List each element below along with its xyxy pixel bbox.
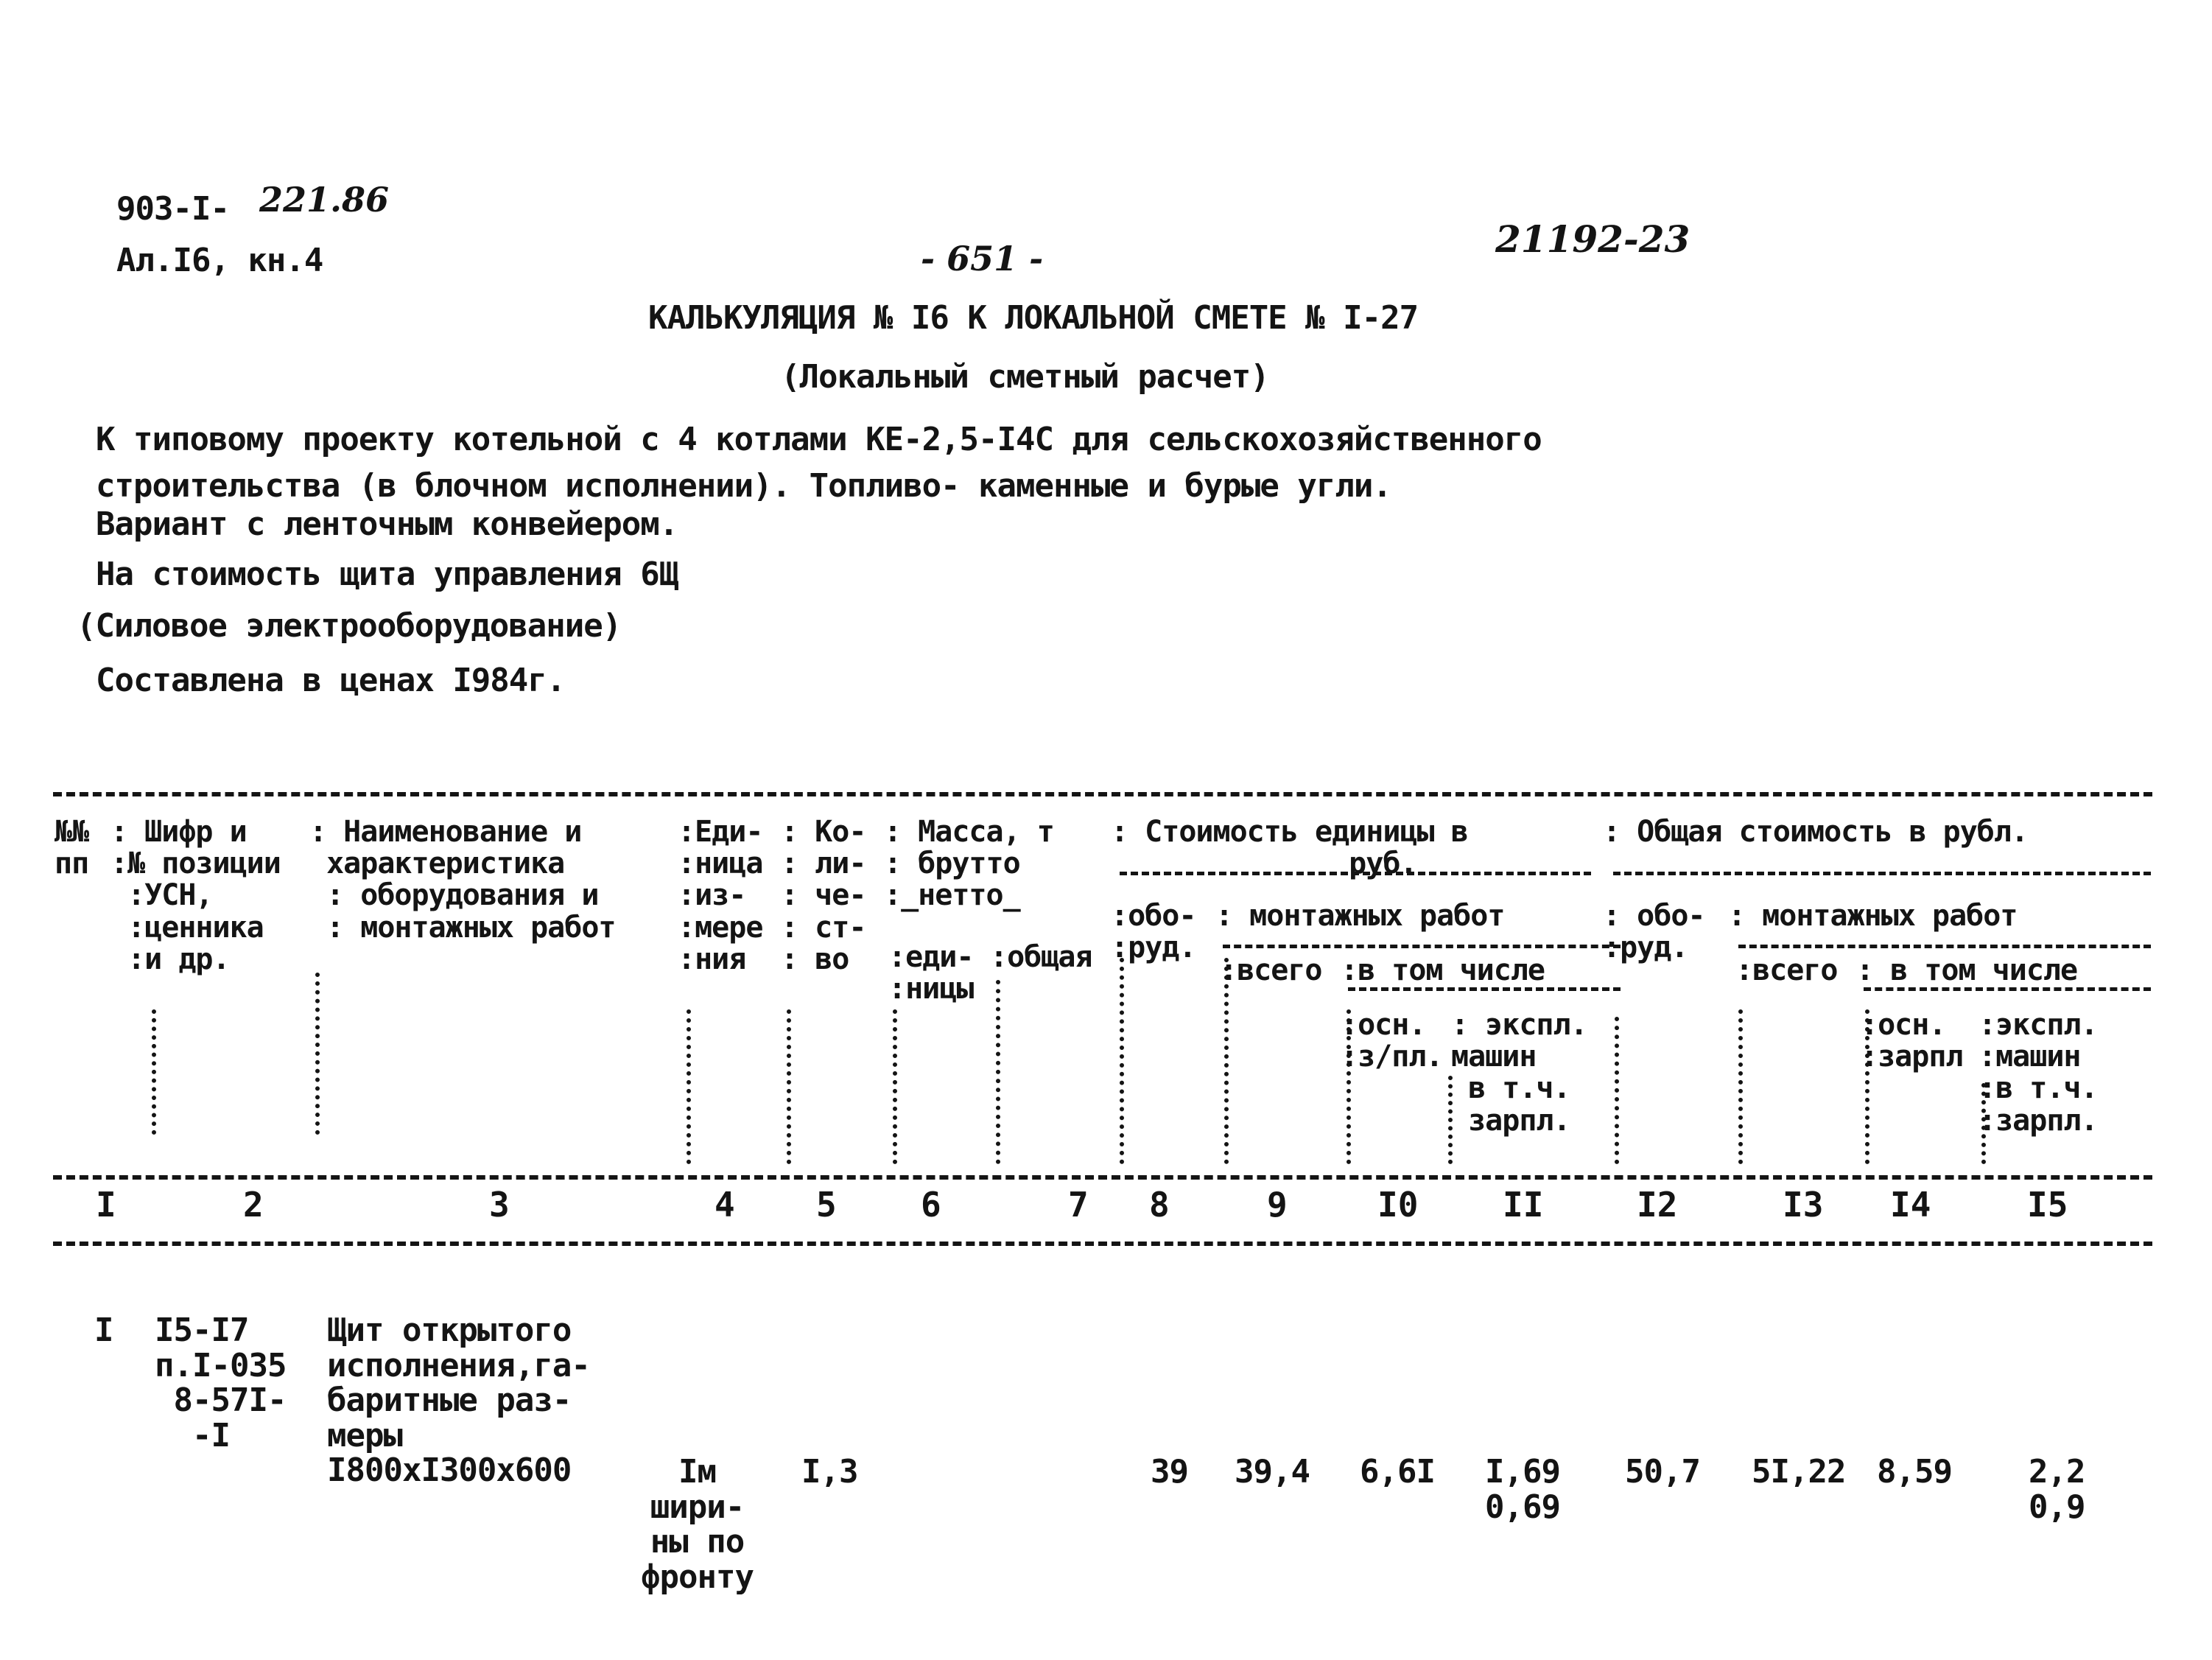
- album-book: Ал.I6, кн.4: [116, 242, 323, 279]
- col-divider: [687, 1009, 691, 1164]
- header-installation: : монтажных работ: [1215, 899, 1505, 933]
- column-number: 7: [1068, 1185, 1089, 1225]
- description-line-4: На стоимость щита управления 6Щ: [96, 556, 678, 593]
- header-mass-unit: :еди- :ницы: [888, 940, 974, 1006]
- row-equipment-unit: 39: [1151, 1453, 1188, 1491]
- description-line-2: строительства (в блочном исполнении). Топливо- каменные и бурые угли.: [96, 467, 1391, 505]
- column-number: 5: [816, 1185, 837, 1225]
- header-equipment: :обо- :руд.: [1111, 899, 1196, 965]
- total-cost-underline: [1613, 872, 2151, 875]
- header-including: :в том числе: [1341, 953, 1545, 987]
- header-installation-2: : монтажных работ: [1728, 899, 2018, 933]
- col-divider: [1224, 958, 1229, 1164]
- description-line-5: (Силовое электрооборудование): [77, 607, 622, 645]
- column-number: I3: [1783, 1185, 1824, 1225]
- incl2-underline: [1864, 987, 2151, 991]
- col-divider: [152, 1009, 156, 1135]
- row-equipment-total: 50,7: [1625, 1453, 1700, 1491]
- header-total-cost: : Общая стоимость в рубл.: [1603, 815, 2029, 849]
- row-number: I: [94, 1311, 113, 1349]
- table-top-border: [53, 792, 2152, 796]
- column-number: 9: [1267, 1185, 1288, 1225]
- column-number: I: [96, 1185, 116, 1225]
- header-equipment-2: : обо- :руд.: [1603, 899, 1705, 965]
- row-code: I5-I7 п.I-035 8-57I- -I: [155, 1311, 287, 1454]
- header-code: : Шифр и :№ позиции :УСН, :ценника :и др.: [110, 815, 281, 976]
- document-code-handwritten: 221.86: [259, 180, 390, 220]
- inventory-number: 21192-23: [1495, 217, 1690, 261]
- row-machines-total: 2,2 0,9: [2029, 1453, 2085, 1526]
- row-salary-unit: 6,6I: [1360, 1453, 1435, 1491]
- column-number: I0: [1377, 1185, 1419, 1225]
- header-base-salary-2: :осн. :зарпл: [1861, 1008, 1963, 1074]
- column-number: I2: [1637, 1185, 1678, 1225]
- col-divider: [996, 980, 1000, 1164]
- incl-underline: [1348, 987, 1621, 991]
- description-line-1: К типовому проекту котельной с 4 котлами КЕ-2,5-I4С для сельскохозяйственного: [96, 421, 1542, 458]
- column-number: 8: [1149, 1185, 1170, 1225]
- col-divider: [315, 973, 320, 1135]
- column-number: 2: [243, 1185, 264, 1225]
- col-divider: [787, 1009, 791, 1164]
- header-including-2: : в том числе: [1856, 953, 2078, 987]
- header-quantity: : Ко- : ли- : че- : ст- : во: [781, 815, 866, 976]
- row-name: Щит открытого исполнения,га- баритные раз- меры I800xI300x600: [327, 1311, 590, 1490]
- column-number: 6: [921, 1185, 941, 1225]
- description-line-3: Вариант с ленточным конвейером.: [96, 505, 678, 543]
- row-install-unit: 39,4: [1235, 1453, 1310, 1491]
- header-mass-total: :общая: [990, 940, 1092, 974]
- row-quantity: I,3: [801, 1453, 858, 1491]
- header-name: : Наименование и характеристика : оборудования и : монтажных работ: [309, 815, 616, 945]
- column-numbers-border: [53, 1242, 2152, 1246]
- header-machines: : экспл. машин в т.ч. зарпл.: [1451, 1008, 1587, 1138]
- calculation-title: КАЛЬКУЛЯЦИЯ № I6 К ЛОКАЛЬНОЙ СМЕТЕ № I-27: [648, 299, 1419, 337]
- header-all-2: :всего: [1735, 953, 1838, 987]
- column-number: I5: [2027, 1185, 2068, 1225]
- col-divider: [893, 1009, 897, 1164]
- row-salary-total: 8,59: [1877, 1453, 1952, 1491]
- column-number: II: [1503, 1185, 1544, 1225]
- row-unit: Iм шири- ны по фронту: [641, 1453, 754, 1596]
- column-number: 3: [489, 1185, 510, 1225]
- header-base-salary: :осн. :з/пл.: [1341, 1008, 1443, 1074]
- col-divider: [1738, 1009, 1743, 1164]
- header-unit: :Еди- :ница :из- :мере :ния: [678, 815, 763, 976]
- description-line-6: Составлена в ценах I984г.: [96, 662, 566, 699]
- install-underline: [1223, 945, 1621, 948]
- page-number: - 651 -: [921, 239, 1044, 279]
- header-machines-2: :экспл. :машин :в т.ч. :зарпл.: [1978, 1008, 2098, 1138]
- calculation-subtitle: (Локальный сметный расчет): [781, 358, 1269, 396]
- header-unit-cost-label: : Стоимость единицы в руб.: [1111, 815, 1468, 881]
- column-number: 4: [714, 1185, 735, 1225]
- header-row-number: №№ пп: [55, 815, 89, 881]
- row-machines-unit: I,69 0,69: [1485, 1453, 1560, 1526]
- document-code: 903-I-: [116, 190, 229, 228]
- header-all: :всего: [1220, 953, 1322, 987]
- install2-underline: [1738, 945, 2151, 948]
- header-mass: : Масса, т : брутто :_нетто_: [884, 815, 1054, 913]
- header-bottom-border: [53, 1175, 2152, 1180]
- col-divider: [1120, 958, 1124, 1164]
- col-divider: [1615, 1017, 1619, 1164]
- row-install-total: 5I,22: [1752, 1453, 1846, 1491]
- column-number: I4: [1890, 1185, 1931, 1225]
